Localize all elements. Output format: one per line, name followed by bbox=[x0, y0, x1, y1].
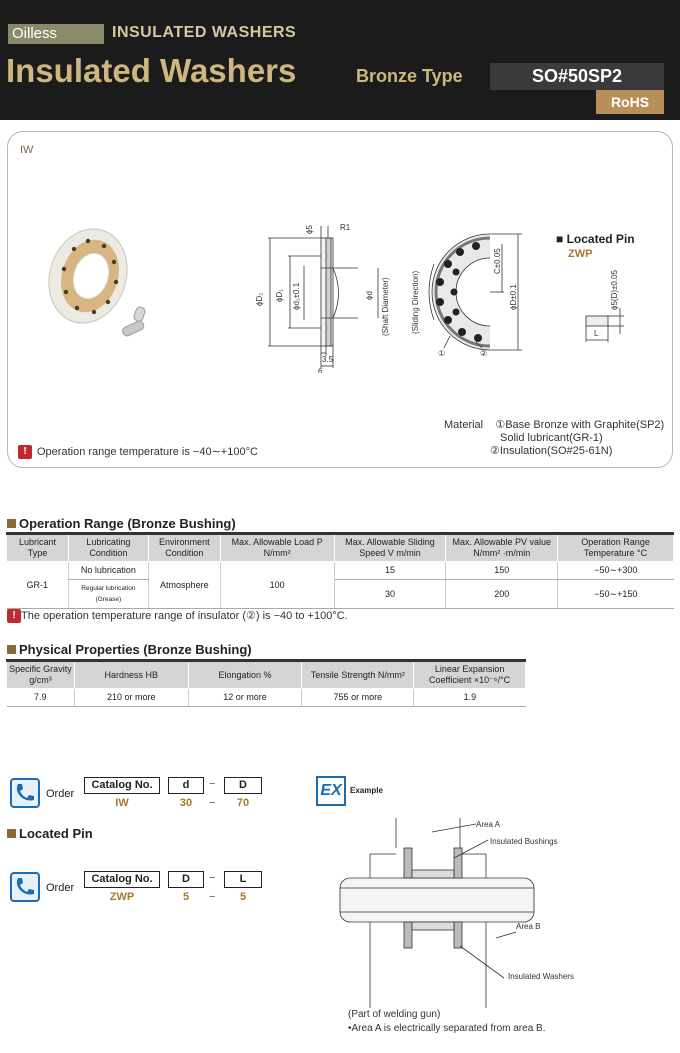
th-lubricant: Lubricant Type bbox=[7, 534, 69, 562]
th-environment: Environment Condition bbox=[148, 534, 220, 562]
cell-condition-1: No lubrication bbox=[68, 562, 148, 580]
located-pin-section-title: Located Pin bbox=[7, 826, 93, 841]
rohs-badge: RoHS bbox=[596, 90, 664, 114]
dim-d: ϕd bbox=[365, 291, 374, 300]
area-a-label: Area A bbox=[476, 820, 501, 829]
field-D-box: D bbox=[168, 871, 204, 888]
welding-gun-diagram bbox=[336, 818, 536, 1008]
header-bar bbox=[0, 0, 680, 120]
dim-pin-d: ϕ5(D)±0.05 bbox=[610, 270, 619, 310]
drawing-panel bbox=[7, 131, 673, 468]
field-D-box: D bbox=[224, 777, 262, 794]
cell-pv-2: 200 bbox=[446, 580, 558, 609]
th-load: Max. Allowable Load P N/mm² bbox=[220, 534, 334, 562]
th-gravity: Specific Gravity g/cm³ bbox=[7, 661, 75, 689]
physical-properties-title: Physical Properties (Bronze Bushing) bbox=[7, 642, 252, 657]
material-line-1: ①Base Bronze with Graphite(SP2) bbox=[495, 419, 665, 431]
th-expansion: Linear Expansion Coefficient ×10⁻⁶/°C bbox=[414, 661, 526, 689]
th-temp: Operation Range Temperature °C bbox=[558, 534, 674, 562]
physical-properties-table bbox=[6, 659, 526, 707]
dim-d1: ϕD₁ bbox=[275, 289, 284, 302]
table-row bbox=[7, 689, 526, 707]
order-phone-icon bbox=[10, 778, 40, 808]
dim-D: ϕD±0.1 bbox=[509, 284, 518, 310]
located-pin-title: ■ Located Pin bbox=[556, 232, 635, 246]
th-condition: Lubricating Condition bbox=[68, 534, 148, 562]
th-tensile: Tensile Strength N/mm² bbox=[302, 661, 414, 689]
order-dash: − bbox=[209, 778, 216, 790]
pin-drawing bbox=[574, 260, 634, 350]
callout-1: ① bbox=[438, 349, 446, 358]
catalog-value: IW bbox=[115, 797, 129, 809]
cell-gravity: 7.9 bbox=[7, 689, 75, 707]
cell-speed-2: 30 bbox=[334, 580, 446, 609]
page-title: Insulated Washers bbox=[6, 52, 297, 89]
op-temp-note: ! Operation range temperature is −40∼+100°C bbox=[18, 445, 258, 459]
operation-range-table bbox=[6, 532, 674, 609]
dim-6: 6 bbox=[318, 367, 323, 373]
callout-2: ② bbox=[480, 349, 488, 358]
value-D: 70 bbox=[236, 797, 250, 809]
value-dash: − bbox=[209, 797, 216, 809]
footer-line-2: •Area A is electrically separated from area B. bbox=[348, 1023, 546, 1034]
order-phone-icon bbox=[10, 872, 40, 902]
example-label: Example bbox=[350, 786, 383, 795]
th-hardness: Hardness HB bbox=[74, 661, 188, 689]
warning-icon: ! bbox=[7, 609, 21, 623]
shaft-label: (Shaft Diameter) bbox=[381, 277, 390, 336]
table-row bbox=[7, 562, 674, 580]
dim-phi5: ϕ5 bbox=[305, 225, 314, 234]
warning-icon: ! bbox=[18, 445, 32, 459]
value-dash: − bbox=[209, 891, 216, 903]
value-D: 5 bbox=[182, 891, 190, 903]
cell-condition-2: Regular lubrication (Grease) bbox=[68, 580, 148, 609]
order-label: Order bbox=[46, 788, 75, 800]
area-b-label: Area B bbox=[516, 922, 541, 931]
pin-photo-1 bbox=[121, 320, 145, 337]
section-view-drawing bbox=[248, 218, 398, 373]
cell-load: 100 bbox=[220, 562, 334, 609]
field-L-box: L bbox=[224, 871, 262, 888]
cell-tensile: 755 or more bbox=[302, 689, 414, 707]
table-row bbox=[7, 580, 674, 609]
pin-photo-2 bbox=[133, 306, 146, 322]
order-dash: − bbox=[209, 872, 216, 884]
material-line-2: Solid lubricant(GR-1) bbox=[500, 432, 603, 444]
cell-environment: Atmosphere bbox=[148, 562, 220, 609]
front-view-drawing bbox=[400, 224, 530, 364]
cell-hardness: 210 or more bbox=[74, 689, 188, 707]
cell-speed-1: 15 bbox=[334, 562, 446, 580]
drawing-section-label: IW bbox=[20, 144, 34, 156]
catalog-no-box: Catalog No. bbox=[84, 777, 160, 794]
insulated-washers-label: Insulated Washers bbox=[508, 972, 574, 981]
th-speed: Max. Allowable Sliding Speed V m/min bbox=[334, 534, 446, 562]
footer-line-1: (Part of welding gun) bbox=[348, 1009, 441, 1020]
insulated-bushings-label: Insulated Bushings bbox=[490, 837, 558, 846]
dim-pin-l: L bbox=[594, 329, 599, 338]
cell-expansion: 1.9 bbox=[414, 689, 526, 707]
page-subtitle: Bronze Type bbox=[356, 66, 463, 86]
catalog-value: ZWP bbox=[109, 891, 135, 903]
material-spec bbox=[444, 419, 664, 458]
operation-range-title: Operation Range (Bronze Bushing) bbox=[7, 516, 236, 531]
cell-temp-1: −50∼+300 bbox=[558, 562, 674, 580]
sliding-label: (Sliding Direction) bbox=[411, 270, 420, 334]
field-d-box: d bbox=[168, 777, 204, 794]
dim-d2: ϕD₂ bbox=[255, 292, 264, 306]
dim-3-5: 3.5 bbox=[322, 355, 334, 364]
material-label: Material bbox=[444, 419, 484, 431]
cell-pv-1: 150 bbox=[446, 562, 558, 580]
catalog-no-box: Catalog No. bbox=[84, 871, 160, 888]
value-d: 30 bbox=[179, 797, 193, 809]
product-code: SO#50SP2 bbox=[490, 63, 664, 90]
value-L: 5 bbox=[239, 891, 247, 903]
example-icon: EX bbox=[316, 776, 346, 806]
cell-temp-2: −50∼+150 bbox=[558, 580, 674, 609]
located-pin-code: ZWP bbox=[568, 248, 593, 260]
th-elongation: Elongation % bbox=[188, 661, 302, 689]
material-line-3: ②Insulation(SO#25-61N) bbox=[490, 445, 613, 457]
cell-lubricant: GR-1 bbox=[7, 562, 69, 609]
dim-d1-tol: ϕd₁±0.1 bbox=[292, 282, 301, 310]
washer-photo bbox=[44, 224, 154, 354]
insulator-temp-note: ! The operation temperature range of insulator (②) is −40 to +100°C. bbox=[7, 609, 348, 623]
dim-r1: R1 bbox=[340, 223, 351, 232]
brand-logo: Oilless bbox=[8, 24, 104, 44]
order-label: Order bbox=[46, 882, 75, 894]
cell-elongation: 12 or more bbox=[188, 689, 302, 707]
category-label: INSULATED WASHERS bbox=[112, 24, 297, 41]
th-pv: Max. Allowable PV value N/mm² ·m/min bbox=[446, 534, 558, 562]
dim-c: C±0.05 bbox=[493, 248, 502, 274]
